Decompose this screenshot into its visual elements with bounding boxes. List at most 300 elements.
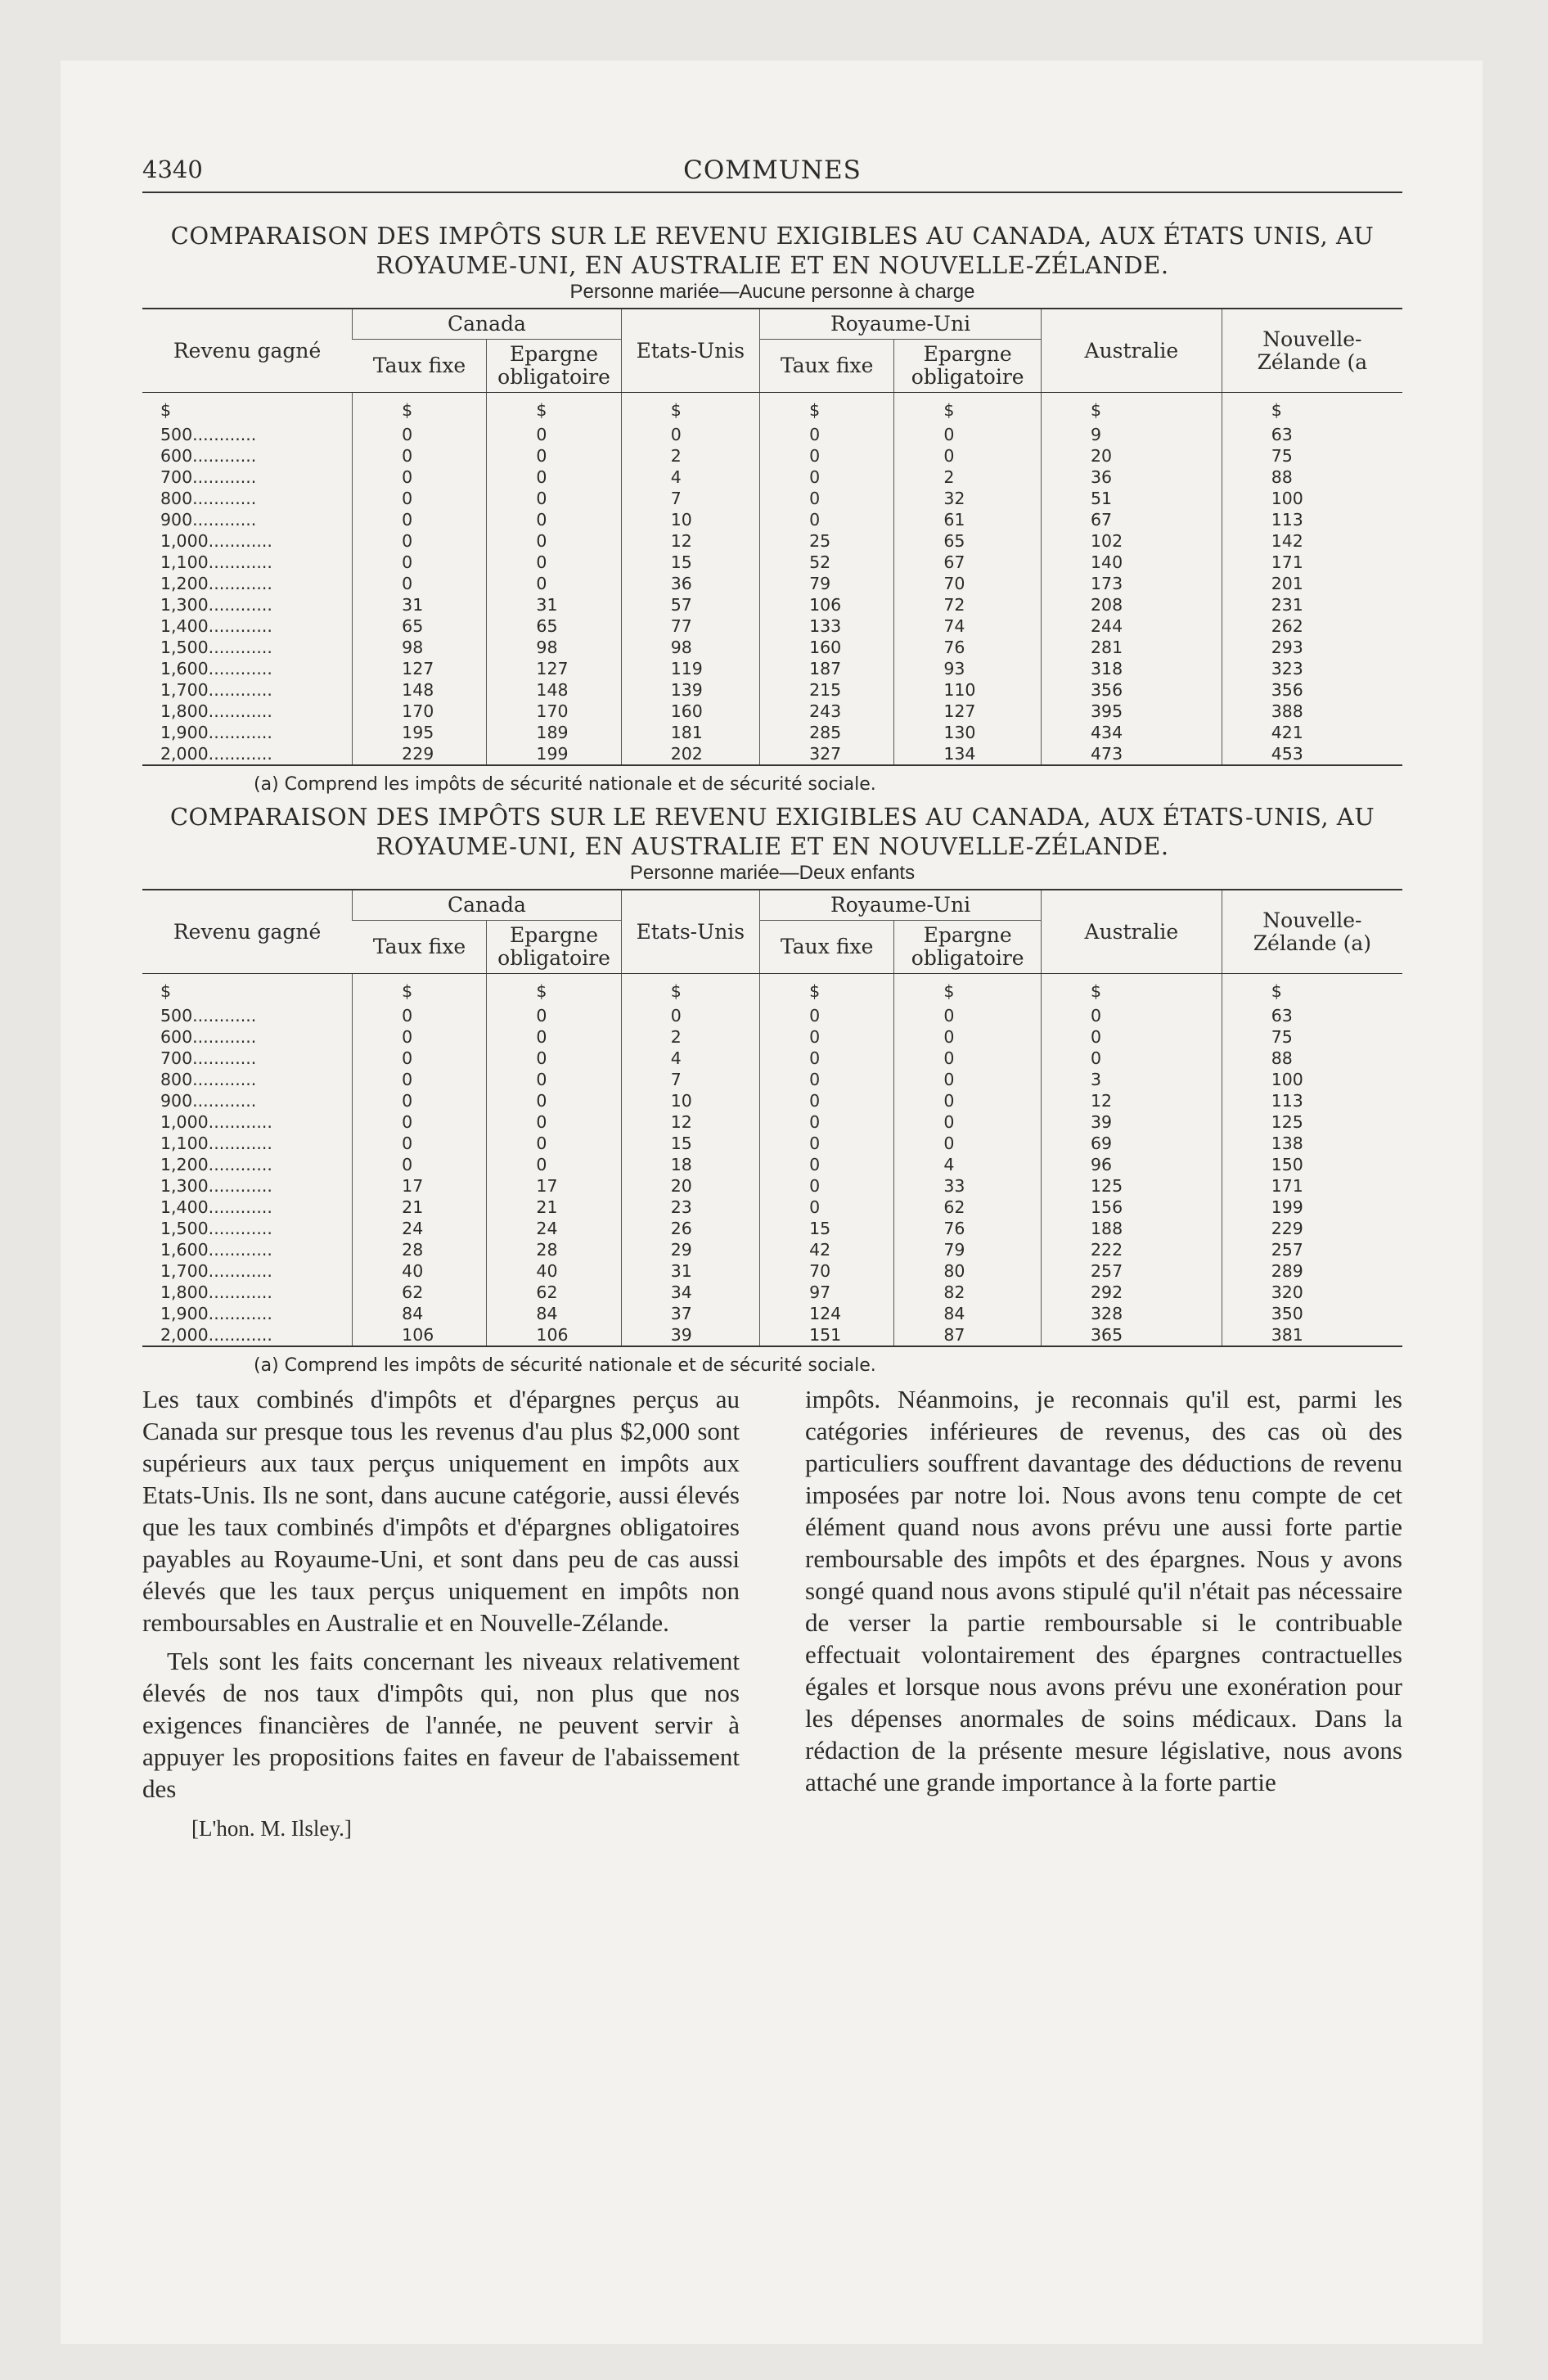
value-cell: 473	[1042, 743, 1222, 765]
value-cell: 140	[1042, 552, 1222, 573]
value-cell: 23	[621, 1197, 759, 1218]
value-cell: 97	[760, 1282, 894, 1303]
value-cell: 28	[487, 1239, 621, 1260]
value-cell: 0	[487, 488, 621, 509]
table-row	[142, 573, 1402, 594]
revenu-cell: 500............	[160, 425, 257, 444]
value-cell: 0	[894, 445, 1042, 467]
table-2-section	[142, 802, 1402, 1378]
revenu-cell: 1,900............	[160, 1304, 272, 1323]
value-cell: 327	[760, 743, 894, 765]
value-cell: 421	[1222, 722, 1402, 743]
value-cell: 31	[353, 594, 487, 615]
value-cell: 0	[621, 1005, 759, 1026]
revenu-cell: 1,000............	[160, 531, 272, 551]
value-cell: 98	[487, 637, 621, 658]
value-cell: 0	[487, 552, 621, 573]
value-cell: 9	[1042, 424, 1222, 445]
value-cell: 173	[1042, 573, 1222, 594]
table-2-subtitle: Personne mariée—Deux enfants	[629, 862, 916, 884]
header-ru-epargne: Epargne obligatoire	[894, 340, 1042, 393]
value-cell: 199	[1222, 1197, 1402, 1218]
value-cell: 189	[487, 722, 621, 743]
value-cell: $	[1042, 974, 1222, 1006]
value-cell: 0	[487, 1048, 621, 1069]
value-cell: 208	[1042, 594, 1222, 615]
value-cell: 12	[621, 1111, 759, 1133]
value-cell: 257	[1042, 1260, 1222, 1282]
table-row	[142, 637, 1402, 658]
value-cell: 199	[487, 743, 621, 765]
revenu-cell: 1,600............	[160, 1240, 272, 1260]
revenu-cell: 600............	[160, 1027, 257, 1047]
value-cell: $	[353, 974, 487, 1006]
value-cell: 139	[621, 679, 759, 701]
value-cell: 0	[353, 552, 487, 573]
value-cell: 21	[353, 1197, 487, 1218]
value-cell: 24	[487, 1218, 621, 1239]
value-cell: 0	[1042, 1005, 1222, 1026]
page-number: 4340	[142, 156, 203, 183]
value-cell: 150	[1222, 1154, 1402, 1175]
revenu-cell: 1,400............	[160, 616, 272, 636]
value-cell: $	[894, 974, 1042, 1006]
value-cell: 130	[894, 722, 1042, 743]
paragraph: Tels sont les faits concernant les niveaux relativement élevés de nos taux d'impôts qui, non plus que nos exigences financières de l'année, ne peuvent servir à appuyer les propositions faites en faveur de l'abaissement des	[142, 1647, 740, 1803]
table-row	[142, 1282, 1402, 1303]
value-cell: 434	[1042, 722, 1222, 743]
value-cell: 292	[1042, 1282, 1222, 1303]
value-cell: 0	[760, 1111, 894, 1133]
value-cell: 215	[760, 679, 894, 701]
value-cell: 0	[487, 467, 621, 488]
value-cell: 281	[1042, 637, 1222, 658]
paragraph: impôts. Néanmoins, je reconnais qu'il est, parmi les catégories inférieures de revenus, des cas où des particuliers souffrent davantage des déductions de revenu imposées par notre loi. Nous avons tenu compte de cet élément quand nous avons prévu une aussi forte partie remboursable des impôts et des épargnes. Nous y avons songé quand nous avons stipulé qu'il n'était pas nécessaire de verser la partie remboursable si le contribuable effectuait volontairement des épargnes contractuelles égales et lorsque nous avons prévu une exonération pour les dépenses anormales de soins médicaux. Dans la rédaction de la présente mesure législative, nous avons attaché une grande importance à la forte partie	[805, 1385, 1402, 1796]
value-cell: 69	[1042, 1133, 1222, 1154]
value-cell: 37	[621, 1303, 759, 1324]
table-2-body	[142, 974, 1402, 1347]
value-cell: 381	[1222, 1324, 1402, 1346]
table-row	[142, 530, 1402, 552]
value-cell: 87	[894, 1324, 1042, 1346]
revenu-cell: 1,500............	[160, 638, 272, 657]
value-cell: 0	[487, 1133, 621, 1154]
revenu-cell: 1,900............	[160, 723, 272, 742]
value-cell: 171	[1222, 552, 1402, 573]
table-row	[142, 615, 1402, 637]
table-1-section	[142, 221, 1402, 797]
value-cell: 187	[760, 658, 894, 679]
value-cell: 82	[894, 1282, 1042, 1303]
value-cell: 0	[353, 445, 487, 467]
table-row	[142, 1239, 1402, 1260]
value-cell: 80	[894, 1260, 1042, 1282]
table-row	[142, 1005, 1402, 1026]
value-cell: $	[353, 393, 487, 425]
value-cell: 67	[1042, 509, 1222, 530]
value-cell: 110	[894, 679, 1042, 701]
header-canada-taux-fixe: Taux fixe	[353, 340, 487, 393]
value-cell: 0	[353, 530, 487, 552]
value-cell: 388	[1222, 701, 1402, 722]
value-cell: 67	[894, 552, 1042, 573]
value-cell: 25	[760, 530, 894, 552]
value-cell: 0	[894, 1111, 1042, 1133]
value-cell: 0	[353, 1069, 487, 1090]
revenu-cell: 500............	[160, 1006, 257, 1025]
value-cell: 133	[760, 615, 894, 637]
value-cell: 0	[353, 509, 487, 530]
value-cell: 57	[621, 594, 759, 615]
value-cell: $	[1222, 974, 1402, 1006]
value-cell: 52	[760, 552, 894, 573]
value-cell: 70	[894, 573, 1042, 594]
value-cell: 0	[760, 1026, 894, 1048]
value-cell: 20	[621, 1175, 759, 1197]
value-cell: 160	[621, 701, 759, 722]
value-cell: 0	[353, 1005, 487, 1026]
table-row	[142, 594, 1402, 615]
speaker-attribution: [L'hon. M. Ilsley.]	[191, 1816, 352, 1841]
value-cell: 0	[487, 1154, 621, 1175]
table-1-footnote: (a) Comprend les impôts de sécurité nationale et de sécurité sociale.	[254, 774, 876, 795]
value-cell: 36	[1042, 467, 1222, 488]
value-cell: 31	[487, 594, 621, 615]
value-cell: 0	[760, 509, 894, 530]
table-row	[142, 1324, 1402, 1346]
value-cell: 195	[353, 722, 487, 743]
value-cell: 7	[621, 1069, 759, 1090]
header-royaume-uni: Royaume-Uni	[760, 309, 1042, 340]
value-cell: 65	[487, 615, 621, 637]
value-cell: 24	[353, 1218, 487, 1239]
table-row	[142, 743, 1402, 765]
value-cell: 285	[760, 722, 894, 743]
table-row	[142, 974, 1402, 1006]
value-cell: 0	[760, 1133, 894, 1154]
value-cell: 127	[353, 658, 487, 679]
value-cell: 0	[760, 1154, 894, 1175]
value-cell: 0	[621, 424, 759, 445]
value-cell: 88	[1222, 467, 1402, 488]
value-cell: 39	[621, 1324, 759, 1346]
value-cell: 40	[353, 1260, 487, 1282]
page-content	[142, 151, 1402, 2279]
scanned-page	[61, 61, 1483, 2344]
value-cell: 0	[760, 1069, 894, 1090]
value-cell: 202	[621, 743, 759, 765]
table-row	[142, 393, 1402, 425]
value-cell: 0	[353, 1090, 487, 1111]
value-cell: 0	[760, 1005, 894, 1026]
value-cell: 2	[894, 467, 1042, 488]
table-2-title: COMPARAISON DES IMPÔTS SUR LE REVENU EXIGIBLES AU CANADA, AUX ÉTATS-UNIS, AU ROYAUME-UNI, EN AUSTRALIE ET EN NOUVELLE-ZÉLANDE.	[169, 803, 1375, 860]
value-cell: 0	[760, 488, 894, 509]
value-cell: 0	[487, 1026, 621, 1048]
revenu-cell: 1,300............	[160, 1176, 272, 1196]
value-cell: 31	[621, 1260, 759, 1282]
revenu-cell: 1,000............	[160, 1112, 272, 1132]
value-cell: 2	[621, 445, 759, 467]
header-canada-taux-fixe: Taux fixe	[353, 921, 487, 974]
table-row	[142, 1026, 1402, 1048]
header-ru-epargne: Epargne obligatoire	[894, 921, 1042, 974]
value-cell: 17	[487, 1175, 621, 1197]
revenu-cell: 2,000............	[142, 1324, 353, 1346]
value-cell: 21	[487, 1197, 621, 1218]
value-cell: 125	[1222, 1111, 1402, 1133]
header-royaume-uni: Royaume-Uni	[760, 890, 1042, 921]
value-cell: 3	[1042, 1069, 1222, 1090]
value-cell: 20	[1042, 445, 1222, 467]
table-1-title: COMPARAISON DES IMPÔTS SUR LE REVENU EXIGIBLES AU CANADA, AUX ÉTATS UNIS, AU ROYAUME-UNI, EN AUSTRALIE ET EN NOUVELLE-ZÉLANDE.	[170, 222, 1375, 279]
value-cell: 40	[487, 1260, 621, 1282]
value-cell: 79	[894, 1239, 1042, 1260]
value-cell: 293	[1222, 637, 1402, 658]
value-cell: 113	[1222, 509, 1402, 530]
header-ru-taux-fixe: Taux fixe	[760, 921, 894, 974]
table-2	[142, 889, 1402, 1347]
value-cell: 181	[621, 722, 759, 743]
header-canada: Canada	[353, 309, 622, 340]
value-cell: 2	[621, 1026, 759, 1048]
value-cell: 0	[894, 1090, 1042, 1111]
header-ru-taux-fixe: Taux fixe	[760, 340, 894, 393]
value-cell: 15	[621, 552, 759, 573]
value-cell: 12	[621, 530, 759, 552]
header-etats-unis: Etats-Unis	[621, 890, 759, 974]
value-cell: 76	[894, 1218, 1042, 1239]
value-cell: 75	[1222, 1026, 1402, 1048]
value-cell: $	[894, 393, 1042, 425]
value-cell: 323	[1222, 658, 1402, 679]
value-cell: 4	[621, 467, 759, 488]
value-cell: 0	[760, 1048, 894, 1069]
revenu-cell: 1,200............	[160, 1155, 272, 1174]
value-cell: 0	[760, 1197, 894, 1218]
table-row	[142, 467, 1402, 488]
value-cell: 0	[487, 424, 621, 445]
value-cell: 231	[1222, 594, 1402, 615]
value-cell: 96	[1042, 1154, 1222, 1175]
value-cell: 10	[621, 1090, 759, 1111]
value-cell: 106	[760, 594, 894, 615]
value-cell: 84	[894, 1303, 1042, 1324]
header-revenu: Revenu gagné	[142, 890, 353, 974]
table-row	[142, 424, 1402, 445]
table-row	[142, 445, 1402, 467]
value-cell: 0	[353, 1111, 487, 1133]
value-cell: $	[621, 974, 759, 1006]
value-cell: 88	[1222, 1048, 1402, 1069]
value-cell: 15	[621, 1133, 759, 1154]
value-cell: 0	[353, 1133, 487, 1154]
value-cell: 63	[1222, 1005, 1402, 1026]
value-cell: 318	[1042, 658, 1222, 679]
value-cell: 188	[1042, 1218, 1222, 1239]
value-cell: 39	[1042, 1111, 1222, 1133]
table-2-footnote: (a) Comprend les impôts de sécurité nationale et de sécurité sociale.	[254, 1355, 876, 1376]
value-cell: 0	[894, 1048, 1042, 1069]
value-cell: 102	[1042, 530, 1222, 552]
value-cell: 36	[621, 573, 759, 594]
header-australie: Australie	[1042, 890, 1222, 974]
value-cell: 0	[894, 1069, 1042, 1090]
value-cell: 262	[1222, 615, 1402, 637]
value-cell: $	[487, 974, 621, 1006]
value-cell: 148	[487, 679, 621, 701]
value-cell: 0	[353, 424, 487, 445]
value-cell: 84	[487, 1303, 621, 1324]
revenu-cell: 1,800............	[160, 701, 272, 721]
table-1-subtitle: Personne mariée—Aucune personne à charge	[569, 281, 975, 303]
value-cell: 0	[353, 1048, 487, 1069]
value-cell: 0	[1042, 1048, 1222, 1069]
value-cell: 142	[1222, 530, 1402, 552]
value-cell: 79	[760, 573, 894, 594]
value-cell: 18	[621, 1154, 759, 1175]
value-cell: 0	[487, 1069, 621, 1090]
table-row	[142, 509, 1402, 530]
value-cell: 0	[487, 1111, 621, 1133]
revenu-cell: 1,700............	[160, 680, 272, 700]
revenu-cell: 1,100............	[160, 552, 272, 572]
value-cell: $	[1042, 393, 1222, 425]
value-cell: 0	[1042, 1026, 1222, 1048]
value-cell: 32	[894, 488, 1042, 509]
value-cell: 201	[1222, 573, 1402, 594]
value-cell: 0	[353, 1026, 487, 1048]
value-cell: 127	[487, 658, 621, 679]
revenu-cell: $	[160, 981, 172, 1001]
value-cell: 244	[1042, 615, 1222, 637]
body-text	[142, 1383, 1402, 1845]
value-cell: 12	[1042, 1090, 1222, 1111]
value-cell: 0	[353, 573, 487, 594]
table-row	[142, 1218, 1402, 1239]
value-cell: 65	[894, 530, 1042, 552]
header-nouvelle-zelande: Nouvelle-Zélande (a	[1222, 309, 1402, 393]
table-row	[142, 658, 1402, 679]
value-cell: 62	[487, 1282, 621, 1303]
value-cell: 74	[894, 615, 1042, 637]
value-cell: 170	[487, 701, 621, 722]
header-canada: Canada	[353, 890, 622, 921]
value-cell: 0	[353, 1154, 487, 1175]
value-cell: 0	[760, 424, 894, 445]
value-cell: 0	[760, 445, 894, 467]
value-cell: 62	[894, 1197, 1042, 1218]
table-row	[142, 552, 1402, 573]
value-cell: 0	[894, 1026, 1042, 1048]
value-cell: 0	[894, 424, 1042, 445]
value-cell: 156	[1042, 1197, 1222, 1218]
table-row	[142, 1048, 1402, 1069]
value-cell: 0	[487, 509, 621, 530]
value-cell: 34	[621, 1282, 759, 1303]
value-cell: $	[621, 393, 759, 425]
value-cell: 4	[621, 1048, 759, 1069]
revenu-cell: 800............	[160, 1070, 257, 1089]
revenu-cell: 700............	[160, 467, 257, 487]
table-1-body	[142, 393, 1402, 766]
value-cell: 0	[760, 1175, 894, 1197]
table-row	[142, 1111, 1402, 1133]
revenu-cell: 1,600............	[160, 659, 272, 678]
value-cell: 0	[487, 445, 621, 467]
value-cell: 328	[1042, 1303, 1222, 1324]
table-row	[142, 488, 1402, 509]
value-cell: 229	[353, 743, 487, 765]
left-column	[142, 1383, 740, 1845]
value-cell: 93	[894, 658, 1042, 679]
value-cell: 106	[487, 1324, 621, 1346]
table-row	[142, 1175, 1402, 1197]
revenu-cell: 1,400............	[160, 1197, 272, 1217]
value-cell: $	[760, 393, 894, 425]
revenu-cell: 1,700............	[160, 1261, 272, 1281]
running-title: COMMUNES	[683, 156, 862, 185]
table-row	[142, 1090, 1402, 1111]
value-cell: 100	[1222, 1069, 1402, 1090]
value-cell: 28	[353, 1239, 487, 1260]
revenu-cell: 1,200............	[160, 574, 272, 593]
value-cell: 7	[621, 488, 759, 509]
revenu-cell: 1,100............	[160, 1134, 272, 1153]
value-cell: 356	[1222, 679, 1402, 701]
value-cell: 0	[760, 1090, 894, 1111]
value-cell: 171	[1222, 1175, 1402, 1197]
revenu-cell: 1,300............	[160, 595, 272, 615]
value-cell: 4	[894, 1154, 1042, 1175]
value-cell: 453	[1222, 743, 1402, 765]
table-row	[142, 1197, 1402, 1218]
value-cell: 127	[894, 701, 1042, 722]
value-cell: 134	[894, 743, 1042, 765]
revenu-cell: $	[160, 400, 172, 420]
table-row	[142, 1069, 1402, 1090]
table-row	[142, 1260, 1402, 1282]
header-canada-epargne: Epargne obligatoire	[487, 340, 621, 393]
table-row	[142, 722, 1402, 743]
value-cell: 0	[894, 1133, 1042, 1154]
header-etats-unis: Etats-Unis	[621, 309, 759, 393]
value-cell: 138	[1222, 1133, 1402, 1154]
value-cell: 289	[1222, 1260, 1402, 1282]
value-cell: 0	[487, 530, 621, 552]
value-cell: 62	[353, 1282, 487, 1303]
value-cell: 72	[894, 594, 1042, 615]
value-cell: 160	[760, 637, 894, 658]
value-cell: 70	[760, 1260, 894, 1282]
value-cell: 151	[760, 1324, 894, 1346]
value-cell: 98	[621, 637, 759, 658]
value-cell: 0	[487, 573, 621, 594]
value-cell: 98	[353, 637, 487, 658]
table-row	[142, 701, 1402, 722]
table-1	[142, 308, 1402, 766]
revenu-cell: 600............	[160, 446, 257, 466]
table-row	[142, 1133, 1402, 1154]
value-cell: 100	[1222, 488, 1402, 509]
value-cell: 125	[1042, 1175, 1222, 1197]
value-cell: 76	[894, 637, 1042, 658]
value-cell: 106	[353, 1324, 487, 1346]
value-cell: 257	[1222, 1239, 1402, 1260]
revenu-cell: 2,000............	[142, 743, 353, 765]
value-cell: 61	[894, 509, 1042, 530]
paragraph: Les taux combinés d'impôts et d'épargnes perçus au Canada sur presque tous les revenus d'au plus $2,000 sont supérieurs aux taux perçus uniquement en impôts aux Etats-Unis. Ils ne sont, dans aucune catégorie, aussi élevés que les taux combinés d'impôts et d'épargnes obligatoires payables au Royaume-Uni, et sont dans peu de cas aussi élevés que les taux perçus uniquement en impôts non remboursables en Australie et en Nouvelle-Zélande.	[142, 1385, 740, 1637]
